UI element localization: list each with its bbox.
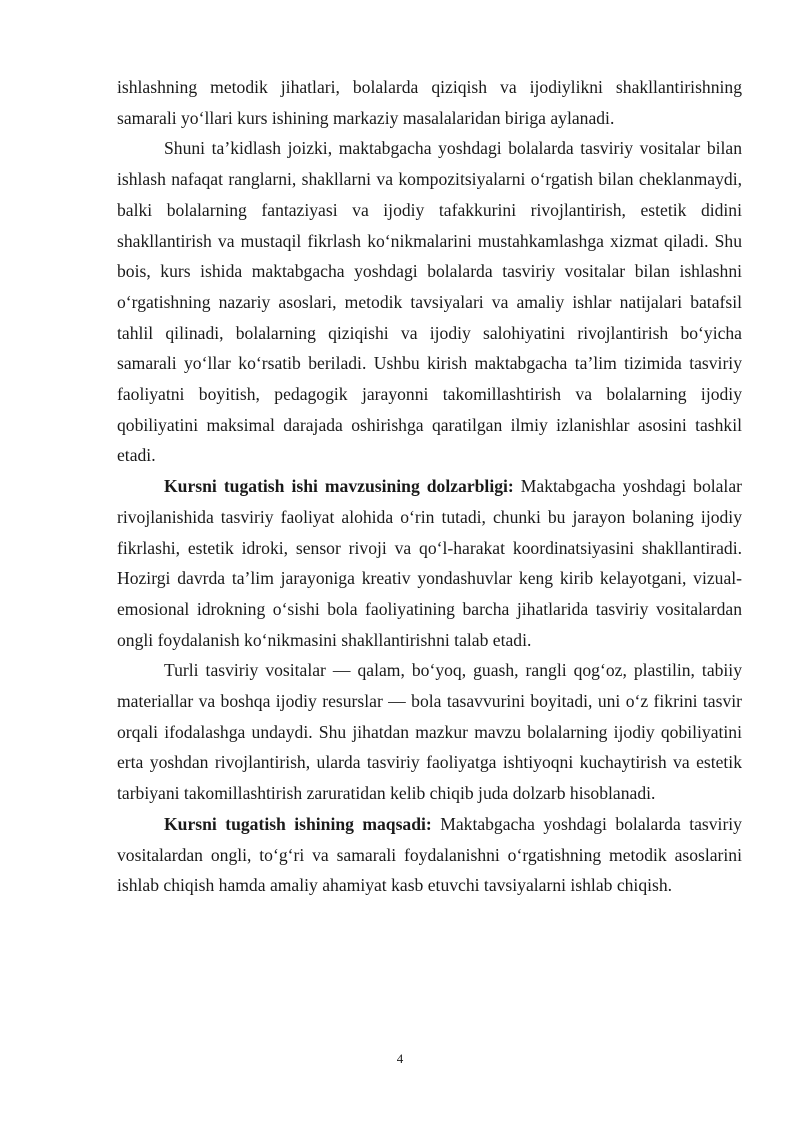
paragraph-text: Turli tasviriy vositalar — qalam, bo‘yoq, guash, rangli qog‘oz, plastilin, tabiiy materiallar va boshqa ijodiy resurslar — bola tasavvurini boyitadi, uni o‘z fikrini tasvir orqali ifodalashga undaydi. Shu jihatdan mazkur mavzu bolalarning ijodiy qobiliyatini erta yoshdan rivojlantirish, ularda tasviriy faoliyatga ishtiyoqni kuchaytirish va estetik tarbiyani takomillashtirish zaruratidan kelib chiqib juda dolzarb hisoblanadi. xyxy=(117,660,742,804)
page-number: 4 xyxy=(396,1051,404,1066)
paragraph-text: ishlashning metodik jihatlari, bolalarda qiziqish va ijodiylikni shakllantirishning samarali yo‘llari kurs ishining markaziy masalalaridan biriga aylanadi. xyxy=(117,77,742,128)
paragraph-heading-goal: Kursni tugatish ishining maqsadi: xyxy=(164,813,432,834)
paragraph-continuation xyxy=(117,72,742,133)
paragraph-text: Shuni ta’kidlash joizki, maktabgacha yoshdagi bolalarda tasviriy vositalar bilan ishlash nafaqat ranglarni, shakllarni va kompozitsiyalarni o‘rgatish bilan cheklanmaydi, balki bolalarning fantaziyasi va ijodiy tafakkurini rivojlantirish, estetik didini shakllantirish va mustaqil fikrlash ko‘nikmalarini mustahkamlashga xizmat qiladi. Shu bois, kurs ishida maktabgacha yoshdagi bolalarda tasviriy vositalar bilan ishlashni o‘rgatishning nazariy asoslari, metodik tavsiyalari va amaliy ishlar natijalari batafsil tahlil qilinadi, bolalarning qiziqishi va ijodiy salohiyatini rivojlantirish bo‘yicha samarali yo‘llar ko‘rsatib beriladi. Ushbu kirish maktabgacha ta’lim tizimida tasviriy faoliyatni boyitish, pedagogik jarayonni takomillashtirish va bolalarning ijodiy qobiliyatini maksimal darajada oshirishga qaratilgan ilmiy izlanishlar asosini tashkil etadi. xyxy=(117,138,742,466)
paragraph-text: Maktabgacha yoshdagi bolalar rivojlanishida tasviriy faoliyat alohida o‘rin tutadi, chunki bu jarayon bolaning ijodiy fikrlashi, estetik idroki, sensor rivoji va qo‘l-harakat koordinatsiyasini shakllantiradi. Hozirgi davrda ta’lim jarayoniga kreativ yondashuvlar keng kirib kelayotgani, vizual-emosional idrokning o‘sishi bola faoliyatining barcha jihatlarida tasviriy vositalardan ongli foydalanish ko‘nikmasini shakllantirishni talab etadi. xyxy=(117,476,742,650)
paragraph-goal xyxy=(117,809,742,901)
paragraph-emphasis xyxy=(117,133,742,471)
paragraph-text: Maktabgacha yoshdagi bolalarda tasviriy vositalardan ongli, to‘g‘ri va samarali foydalanishni o‘rgatishning metodik asoslarini ishlab chiqish hamda amaliy ahamiyat kasb etuvchi tavsiyalarni ishlab chiqish. xyxy=(117,813,742,896)
document-body xyxy=(117,72,742,901)
paragraph-heading-relevance: Kursni tugatish ishi mavzusining dolzarbligi: xyxy=(164,476,514,497)
paragraph-materials xyxy=(117,655,742,809)
paragraph-relevance xyxy=(117,471,742,655)
